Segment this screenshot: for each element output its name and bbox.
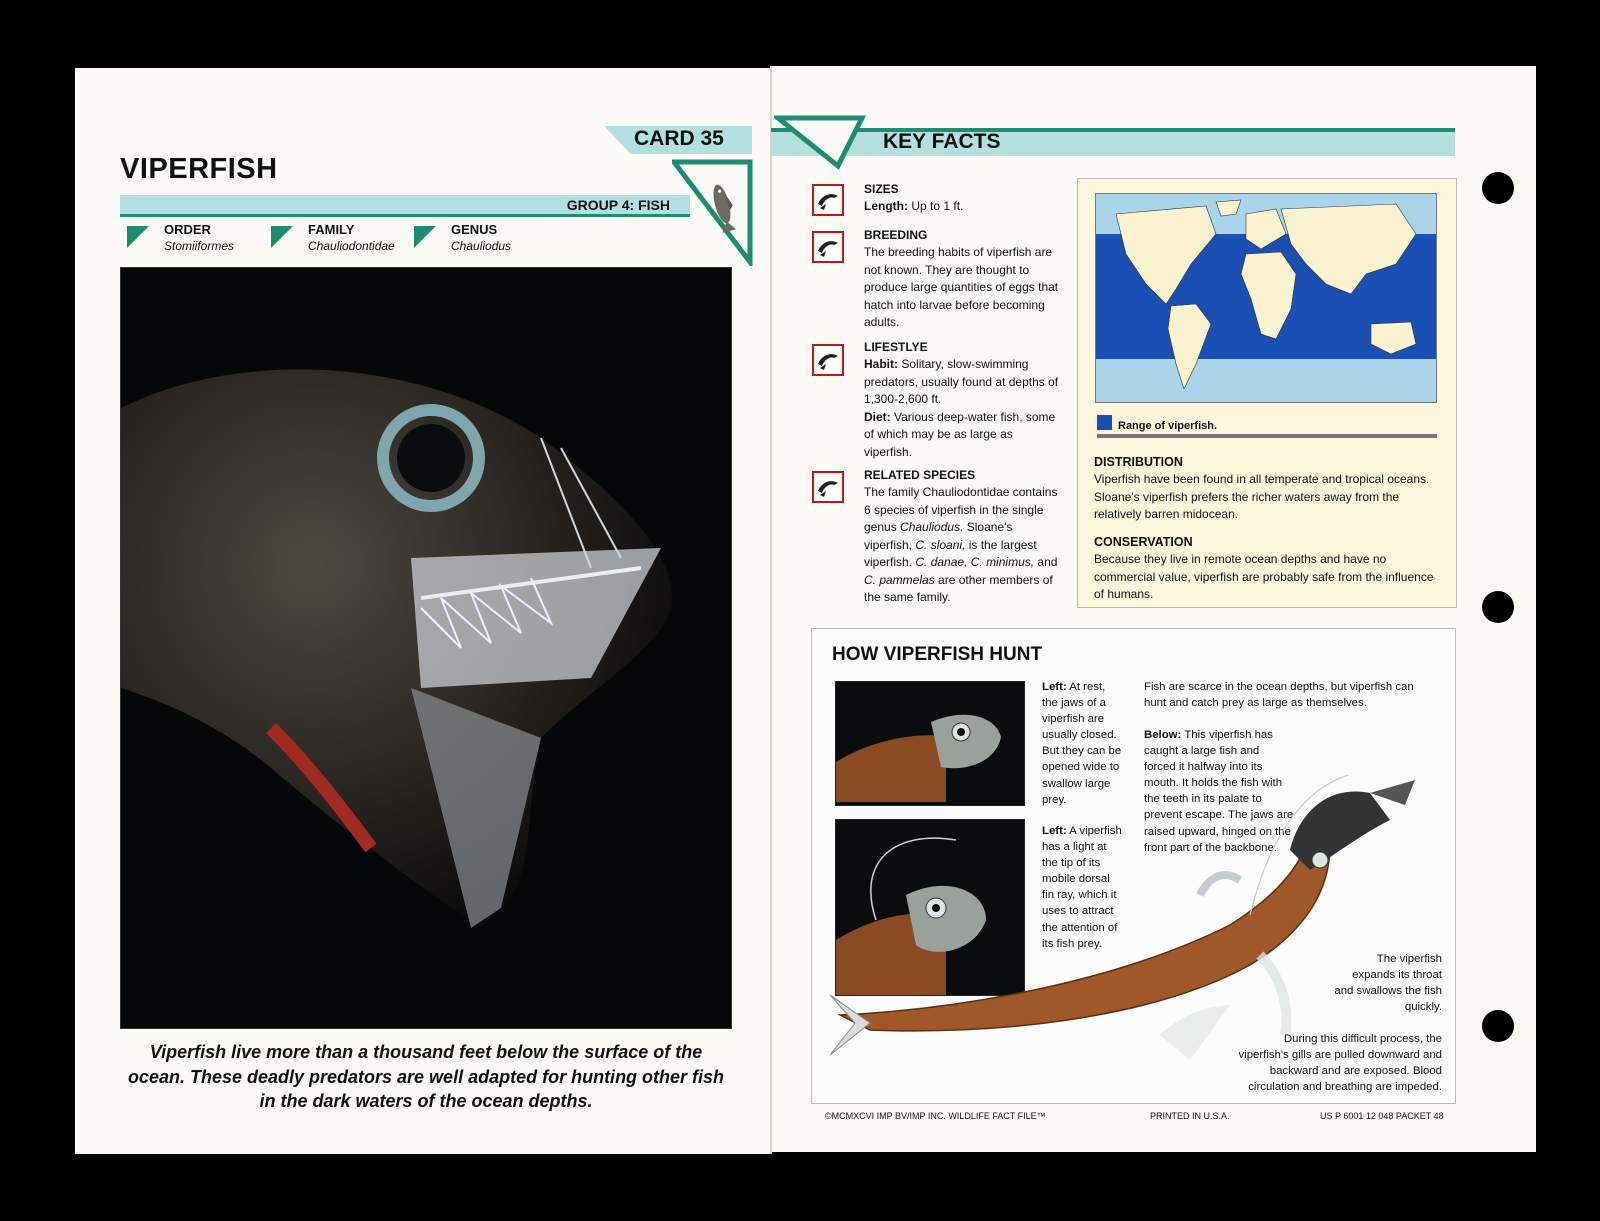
key-facts-band xyxy=(771,128,1455,156)
footer-copyright: ©MCMXCVI IMP BV/IMP INC. WILDLIFE FACT FILE™ xyxy=(825,1111,1046,1121)
legend-divider xyxy=(1097,434,1437,438)
fact-heading-sizes: SIZES xyxy=(864,182,899,196)
page-fold xyxy=(770,66,772,1154)
dolphin-icon xyxy=(812,344,844,376)
fact-text: Chauliodus. xyxy=(900,520,964,534)
fact-text: and xyxy=(1034,555,1058,569)
page-title: VIPERFISH xyxy=(120,153,278,185)
fact-text: C. pammelas xyxy=(864,572,935,587)
triangle-marker-icon xyxy=(127,226,149,248)
fact-text: Up to 1 ft. xyxy=(911,199,964,213)
fact-text: C. danae, C. minimus, xyxy=(915,555,1035,569)
hunt-text-expand: The viperfish expands its throat and swallows the fish quickly. xyxy=(1334,953,1442,1014)
hunt-title: HOW VIPERFISH HUNT xyxy=(832,644,1043,665)
hunt-text: A viperfish has a light at the tip of its mobile dorsal fin ray, which it uses to attract the attention of its fish prey. xyxy=(1042,825,1122,950)
fact-text: Solitary, slow-swimming predators, usually found at depths of 1,300-2,600 ft. xyxy=(864,357,1059,406)
hunt-label: Below: xyxy=(1144,729,1182,741)
fact-label: Length: xyxy=(864,199,908,213)
dolphin-icon xyxy=(812,471,844,503)
fact-heading-breeding: BREEDING xyxy=(864,228,928,242)
world-range-map xyxy=(1095,193,1437,403)
triangle-marker-icon xyxy=(271,226,293,248)
hunt-label: Left: xyxy=(1042,825,1067,837)
fish-group-icon xyxy=(672,158,754,266)
binder-hole xyxy=(1482,591,1514,623)
fact-body-sizes xyxy=(864,198,1060,216)
dolphin-icon xyxy=(812,184,844,216)
taxonomy-value: Chauliodus xyxy=(451,239,512,253)
fact-text: Sloane's viperfish, xyxy=(864,520,1013,552)
fact-text: The family Chauliodontidae contains 6 species of viperfish in the single genus xyxy=(864,485,1058,534)
fact-body-related xyxy=(864,484,1060,607)
fact-text: is the largest viperfish. xyxy=(864,537,1037,569)
hunt-text-process: During this difficult process, the viperfish's gills are pulled downward and backward and are exposed. Blood circulation and breathing are impeded. xyxy=(1238,1033,1442,1094)
fact-label: Habit: xyxy=(864,357,898,371)
fact-heading-lifestyle: LIFESTLYE xyxy=(864,340,928,354)
photo-caption: Viperfish live more than a thousand feet below the surface of the ocean. These deadly predators are well adapted for hunting other fish in the dark waters of the ocean depths. xyxy=(127,1042,725,1111)
fact-label: Diet: xyxy=(864,409,891,424)
dolphin-icon xyxy=(812,231,844,263)
hunt-text: At rest, the jaws of a viperfish are usually closed. But they can be opened wide to swallow large prey. xyxy=(1042,681,1122,806)
taxonomy-label: GENUS xyxy=(451,222,498,237)
taxonomy-label: ORDER xyxy=(164,222,211,237)
distribution-text: Viperfish have been found in all temperate and tropical oceans. Sloane's viperfish prefers the richer waters away from the relatively barren midocean. xyxy=(1094,472,1430,521)
taxonomy-value: Stomiiformes xyxy=(164,239,235,253)
distribution-heading: DISTRIBUTION xyxy=(1094,455,1183,469)
taxonomy-value: Chauliodontidae xyxy=(308,239,395,253)
card-number: CARD 35 xyxy=(634,127,724,150)
fact-body-lifestyle xyxy=(864,356,1060,461)
taxonomy-label: FAMILY xyxy=(308,222,355,237)
footer-printed: PRINTED IN U.S.A. xyxy=(1150,1111,1230,1121)
hunt-text: This viperfish has caught a large fish and forced it halfway into its mouth. It holds the fish with the teeth in its palate to prevent escape. The jaws are raised upward, hinged on the front part of the backbone. xyxy=(1144,729,1294,854)
key-facts-notch xyxy=(774,114,866,170)
conservation-heading: CONSERVATION xyxy=(1094,535,1193,549)
range-legend-swatch xyxy=(1097,415,1112,430)
fact-body-breeding: The breeding habits of viperfish are not known. They are thought to produce large quantities of eggs that hatch into larvae before becoming adults. xyxy=(864,245,1059,329)
fact-heading-related: RELATED SPECIES xyxy=(864,468,976,482)
range-legend-label: Range of viperfish. xyxy=(1118,420,1218,432)
triangle-marker-icon xyxy=(414,226,436,248)
conservation-text: Because they live in remote ocean depths and have no commercial value, viperfish are probably safe from the influence of humans. xyxy=(1094,552,1434,601)
hunt-label: Left: xyxy=(1042,681,1067,693)
group-label: GROUP 4: FISH xyxy=(566,197,670,213)
binder-hole xyxy=(1482,172,1514,204)
fact-text: Various deep-water fish, some of which may be as large as viperfish. xyxy=(864,409,1056,459)
footer-code: US P 6001 12 048 PACKET 48 xyxy=(1320,1111,1444,1121)
key-facts-heading: KEY FACTS xyxy=(883,130,1001,153)
viperfish-photo xyxy=(120,267,732,1029)
fact-text: C. sloani, xyxy=(915,537,966,552)
fact-text: are other members of the same family. xyxy=(864,572,1053,604)
binder-hole xyxy=(1482,1010,1514,1042)
hunt-intro: Fish are scarce in the ocean depths, but viperfish can hunt and catch prey as large as themselves. xyxy=(1144,681,1414,710)
